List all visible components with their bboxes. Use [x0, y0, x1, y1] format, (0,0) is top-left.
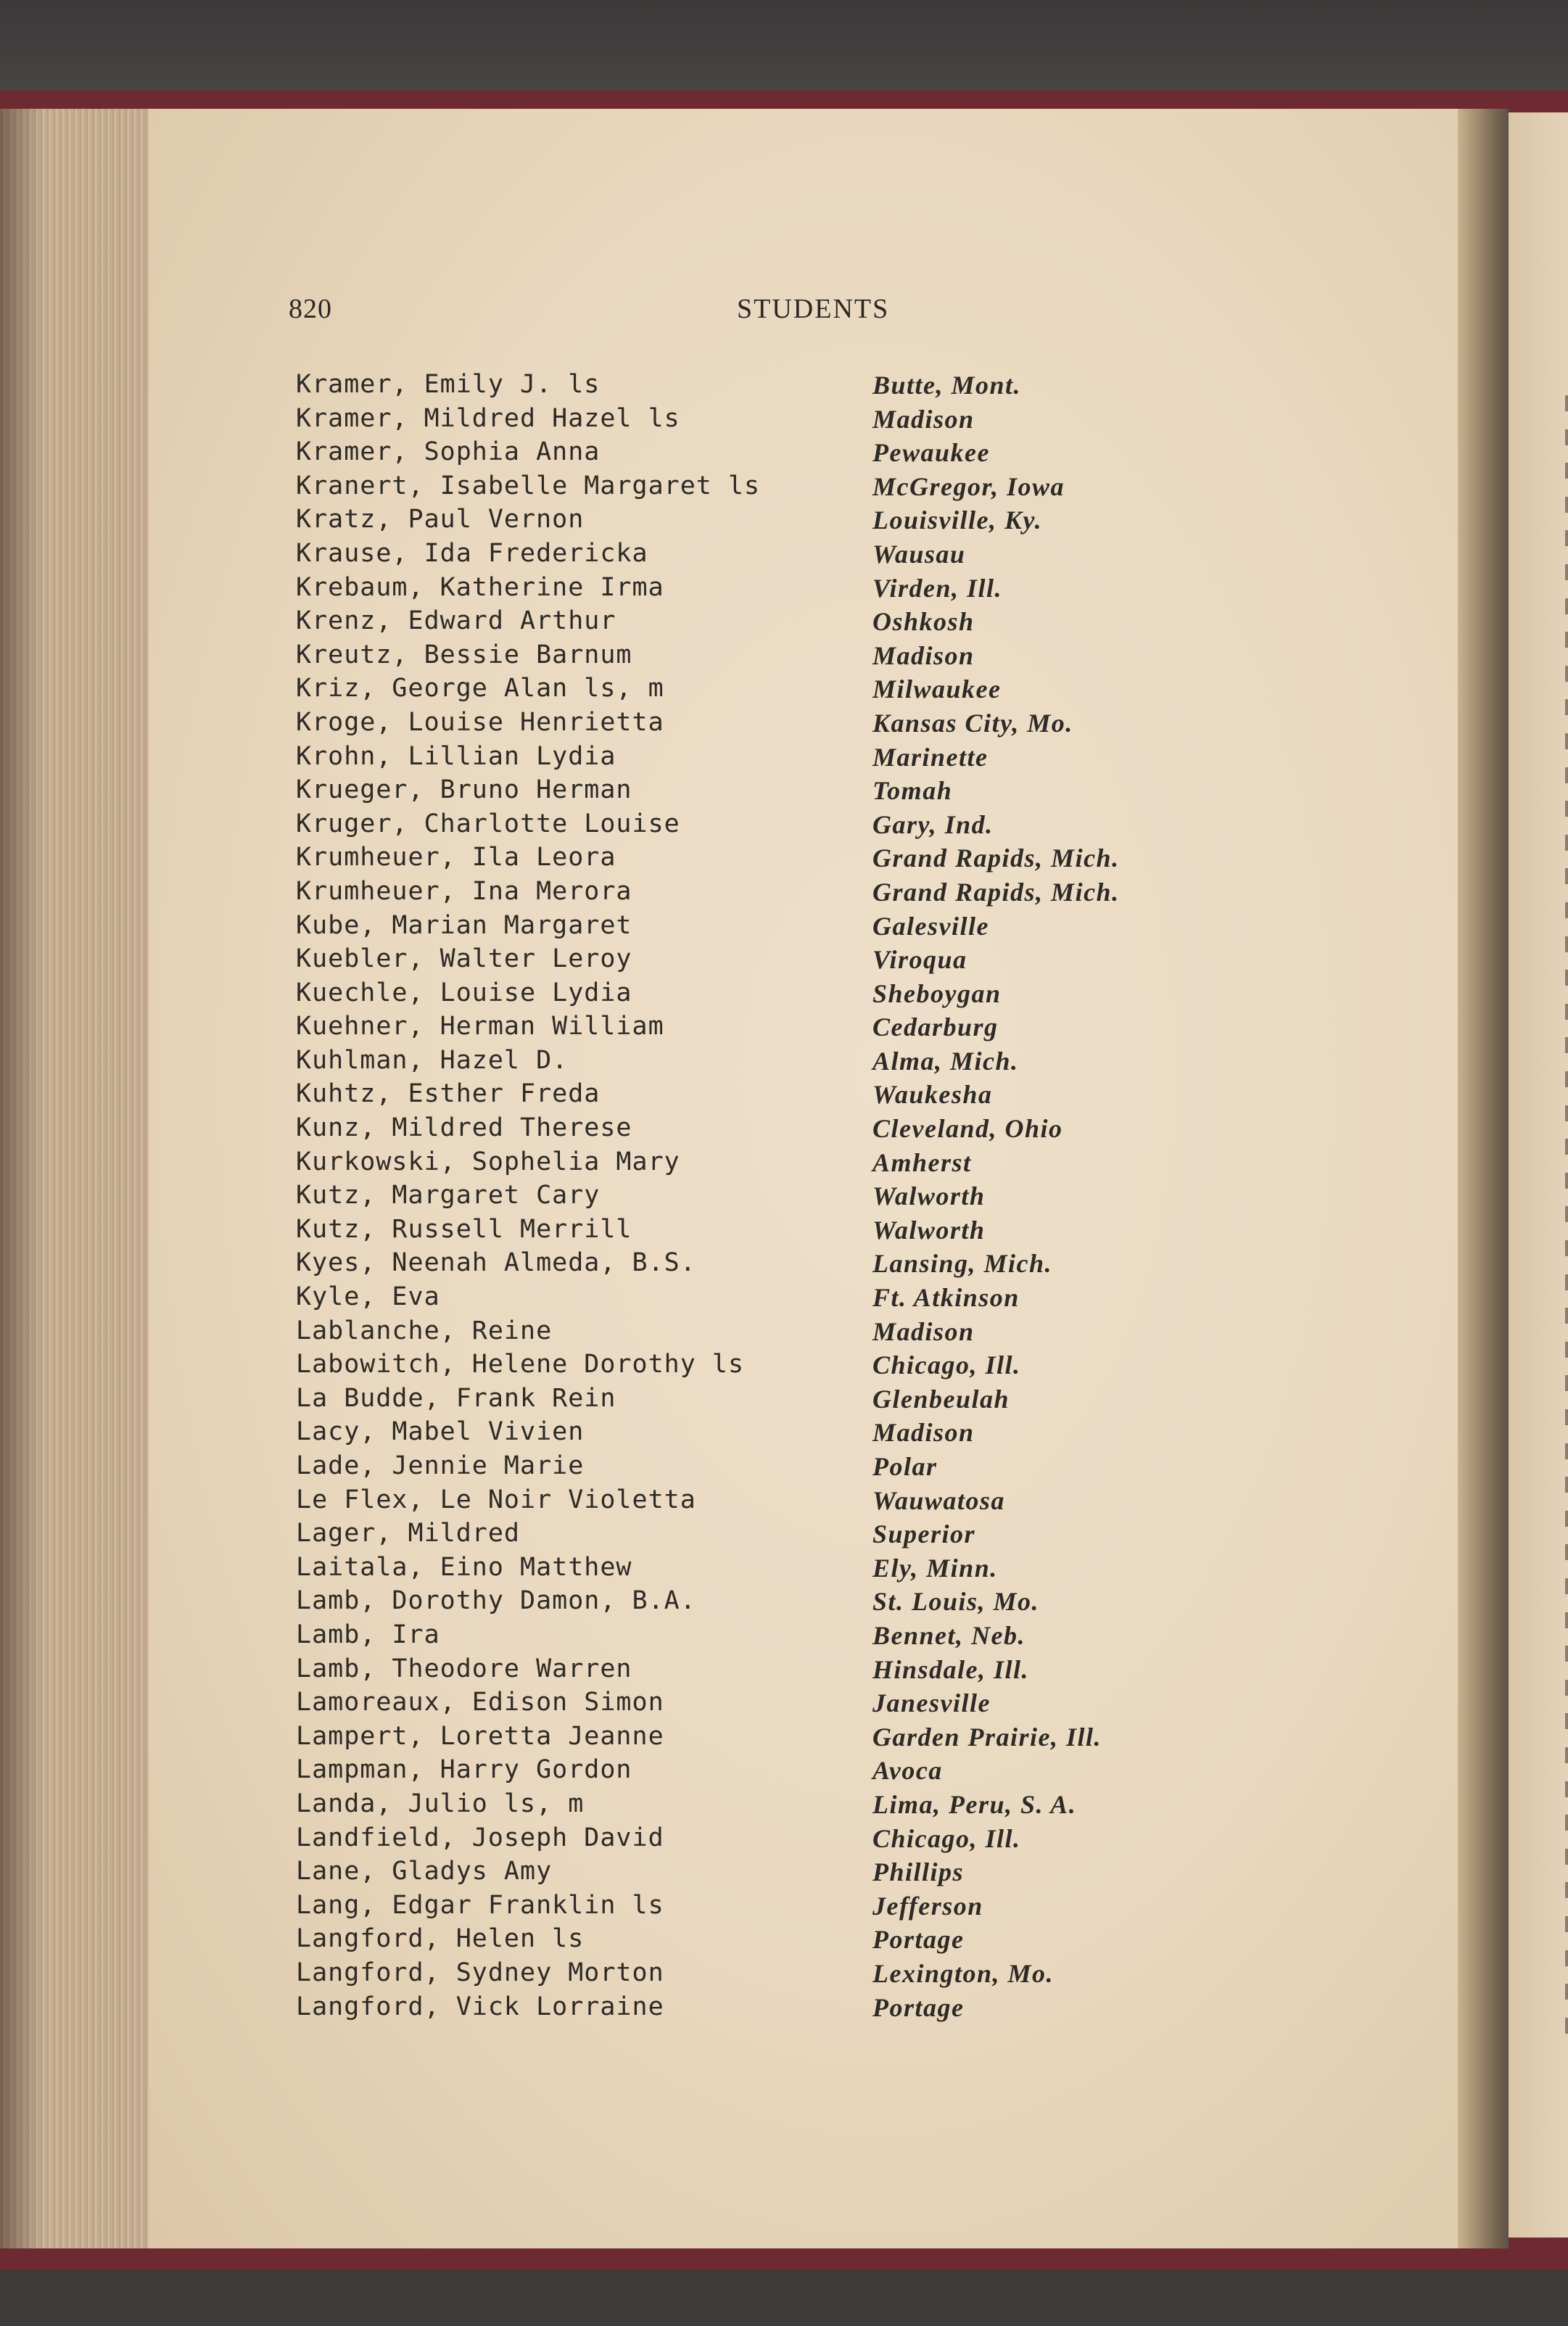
student-hometown: Wauwatosa: [872, 1485, 1005, 1515]
student-name: Kunz, Mildred Therese: [296, 1113, 632, 1143]
student-name: Krohn, Lillian Lydia: [296, 741, 616, 771]
student-hometown: Marinette: [872, 742, 989, 772]
student-hometown: Portage: [872, 1925, 965, 1955]
list-item: [0, 1147, 1305, 1181]
list-item: [0, 1012, 1305, 1046]
list-item: [0, 1857, 1305, 1891]
list-item: [0, 1586, 1305, 1620]
student-hometown: Janesville: [872, 1688, 991, 1718]
student-hometown: Oshkosh: [872, 607, 975, 637]
list-item: [0, 471, 1305, 506]
student-name: Kratz, Paul Vernon: [296, 505, 585, 535]
student-name: Kuechle, Louise Lydia: [296, 978, 632, 1007]
list-item: [0, 775, 1305, 809]
student-hometown: Madison: [872, 404, 975, 434]
list-item: [0, 944, 1305, 978]
student-name: Lamb, Theodore Warren: [296, 1654, 632, 1683]
student-name: Lane, Gladys Amy: [296, 1857, 553, 1886]
student-hometown: Lexington, Mo.: [872, 1958, 1055, 1988]
page-number: 820: [289, 294, 332, 324]
list-item: [0, 1350, 1305, 1384]
student-name: Landa, Julio ls, m: [296, 1789, 585, 1818]
list-item: [0, 1654, 1305, 1688]
student-hometown: Avoca: [872, 1756, 943, 1786]
student-name: Lamb, Ira: [296, 1620, 440, 1649]
student-name: Lade, Jennie Marie: [296, 1451, 585, 1480]
student-name: Landfield, Joseph David: [296, 1823, 664, 1852]
list-item: [0, 1451, 1305, 1485]
student-hometown: Tomah: [872, 776, 953, 806]
student-name: Lacy, Mabel Vivien: [296, 1417, 585, 1447]
student-hometown: Pewaukee: [872, 438, 990, 468]
student-hometown: Lansing, Mich.: [872, 1249, 1053, 1279]
student-hometown: Wausau: [872, 539, 966, 569]
student-hometown: Madison: [872, 1418, 975, 1448]
student-name: Le Flex, Le Noir Violetta: [296, 1485, 696, 1514]
student-name: Kuehner, Herman William: [296, 1012, 664, 1042]
list-item: [0, 640, 1305, 675]
list-item: [0, 877, 1305, 911]
student-name: Krause, Ida Fredericka: [296, 538, 648, 568]
student-hometown: Butte, Mont.: [872, 371, 1022, 400]
student-hometown: Cedarburg: [872, 1013, 999, 1042]
student-hometown: Grand Rapids, Mich.: [872, 877, 1120, 907]
list-item: [0, 437, 1305, 471]
student-name: Kreutz, Bessie Barnum: [296, 640, 632, 669]
student-hometown: Gary, Ind.: [872, 809, 994, 839]
student-hometown: Lima, Peru, S. A.: [872, 1789, 1077, 1819]
list-item: [0, 1722, 1305, 1756]
student-hometown: Galesville: [872, 911, 989, 941]
student-name: Langford, Helen ls: [296, 1924, 585, 1954]
list-item: [0, 674, 1305, 708]
student-name: Lamoreaux, Edison Simon: [296, 1688, 664, 1717]
student-hometown: Bennet, Neb.: [872, 1620, 1026, 1650]
student-hometown: Garden Prairie, Ill.: [872, 1722, 1102, 1752]
list-item: [0, 1755, 1305, 1789]
student-name: Kutz, Russell Merrill: [296, 1214, 632, 1244]
student-hometown: Walworth: [872, 1181, 986, 1211]
student-hometown: Cleveland, Ohio: [872, 1114, 1063, 1144]
student-hometown: Grand Rapids, Mich.: [872, 844, 1120, 873]
student-name: Kramer, Mildred Hazel ls: [296, 403, 680, 433]
student-hometown: Jefferson: [872, 1891, 983, 1921]
student-name: Lager, Mildred: [296, 1519, 521, 1548]
student-name: Laitala, Eino Matthew: [296, 1552, 632, 1582]
list-item: [0, 1113, 1305, 1147]
list-item: [0, 1046, 1305, 1080]
student-name: Krebaum, Katherine Irma: [296, 572, 664, 602]
list-item: [0, 809, 1305, 844]
student-name: Kyle, Eva: [296, 1282, 440, 1312]
student-list: [0, 370, 1305, 2026]
student-hometown: Ely, Minn.: [872, 1553, 998, 1583]
student-hometown: Amherst: [872, 1147, 972, 1177]
student-hometown: St. Louis, Mo.: [872, 1587, 1040, 1617]
list-item: [0, 404, 1305, 438]
running-head: STUDENTS: [737, 294, 890, 324]
list-item: [0, 1958, 1305, 1992]
student-name: Langford, Vick Lorraine: [296, 1992, 664, 2021]
student-hometown: Phillips: [872, 1857, 965, 1887]
student-hometown: Waukesha: [872, 1080, 993, 1110]
list-item: [0, 1992, 1305, 2026]
student-name: Kyes, Neenah Almeda, B.S.: [296, 1248, 696, 1278]
list-item: [0, 1282, 1305, 1316]
student-name: Kuhlman, Hazel D.: [296, 1045, 569, 1075]
list-item: [0, 539, 1305, 573]
student-name: Krumheuer, Ina Merora: [296, 876, 632, 906]
list-item: [0, 1485, 1305, 1519]
student-name: Kuebler, Walter Leroy: [296, 944, 632, 974]
list-item: [0, 1417, 1305, 1451]
student-name: Lablanche, Reine: [296, 1316, 553, 1345]
student-name: Lampman, Harry Gordon: [296, 1755, 632, 1785]
student-name: Kurkowski, Sophelia Mary: [296, 1147, 680, 1176]
list-item: [0, 708, 1305, 742]
list-item: [0, 843, 1305, 877]
student-hometown: Polar: [872, 1452, 938, 1481]
student-name: Kriz, George Alan ls, m: [296, 674, 664, 704]
student-name: Kranert, Isabelle Margaret ls: [296, 471, 761, 500]
student-name: Krenz, Edward Arthur: [296, 606, 616, 636]
student-hometown: Viroqua: [872, 945, 967, 975]
student-name: Kuhtz, Esther Freda: [296, 1079, 601, 1109]
list-item: [0, 1688, 1305, 1722]
student-name: Krumheuer, Ila Leora: [296, 843, 616, 873]
student-hometown: Chicago, Ill.: [872, 1823, 1021, 1853]
list-item: [0, 606, 1305, 640]
student-name: Lamb, Dorothy Damon, B.A.: [296, 1586, 696, 1616]
list-item: [0, 978, 1305, 1013]
list-item: [0, 1248, 1305, 1282]
student-hometown: Glenbeulah: [872, 1384, 1010, 1414]
student-name: Lang, Edgar Franklin ls: [296, 1890, 664, 1920]
student-name: Kutz, Margaret Cary: [296, 1181, 601, 1211]
list-item: [0, 1789, 1305, 1823]
student-name: Krueger, Bruno Herman: [296, 775, 632, 805]
student-hometown: Sheboygan: [872, 978, 1002, 1008]
list-item: [0, 505, 1305, 539]
student-name: Kramer, Emily J. ls: [296, 370, 601, 399]
student-hometown: McGregor, Iowa: [872, 471, 1065, 501]
student-hometown: Louisville, Ky.: [872, 506, 1043, 535]
list-item: [0, 1316, 1305, 1350]
list-item: [0, 1891, 1305, 1925]
student-name: Labowitch, Helene Dorothy ls: [296, 1350, 745, 1379]
list-item: [0, 573, 1305, 607]
list-item: [0, 1215, 1305, 1249]
list-item: [0, 742, 1305, 776]
student-name: Kroge, Louise Henrietta: [296, 707, 664, 737]
list-item: [0, 370, 1305, 404]
list-item: [0, 1620, 1305, 1654]
list-item: [0, 1079, 1305, 1113]
student-hometown: Chicago, Ill.: [872, 1350, 1021, 1380]
list-item: [0, 1384, 1305, 1418]
student-hometown: Ft. Atkinson: [872, 1283, 1020, 1313]
list-item: [0, 1519, 1305, 1553]
student-name: Langford, Sydney Morton: [296, 1958, 664, 1987]
student-name: Kruger, Charlotte Louise: [296, 809, 680, 838]
student-hometown: Alma, Mich.: [872, 1046, 1019, 1076]
list-item: [0, 1823, 1305, 1857]
student-hometown: Portage: [872, 1992, 965, 2022]
student-hometown: Madison: [872, 640, 975, 670]
list-item: [0, 1553, 1305, 1587]
student-hometown: Walworth: [872, 1215, 986, 1245]
list-item: [0, 911, 1305, 945]
student-name: Kramer, Sophia Anna: [296, 437, 601, 467]
list-item: [0, 1924, 1305, 1958]
student-name: Kube, Marian Margaret: [296, 910, 632, 940]
student-hometown: Superior: [872, 1519, 976, 1549]
student-hometown: Milwaukee: [872, 675, 1002, 704]
student-hometown: Hinsdale, Ill.: [872, 1654, 1030, 1684]
student-hometown: Kansas City, Mo.: [872, 708, 1073, 738]
student-name: Lampert, Loretta Jeanne: [296, 1721, 664, 1751]
student-hometown: Virden, Ill.: [872, 573, 1003, 603]
student-name: La Budde, Frank Rein: [296, 1383, 616, 1413]
list-item: [0, 1181, 1305, 1215]
student-hometown: Madison: [872, 1316, 975, 1346]
